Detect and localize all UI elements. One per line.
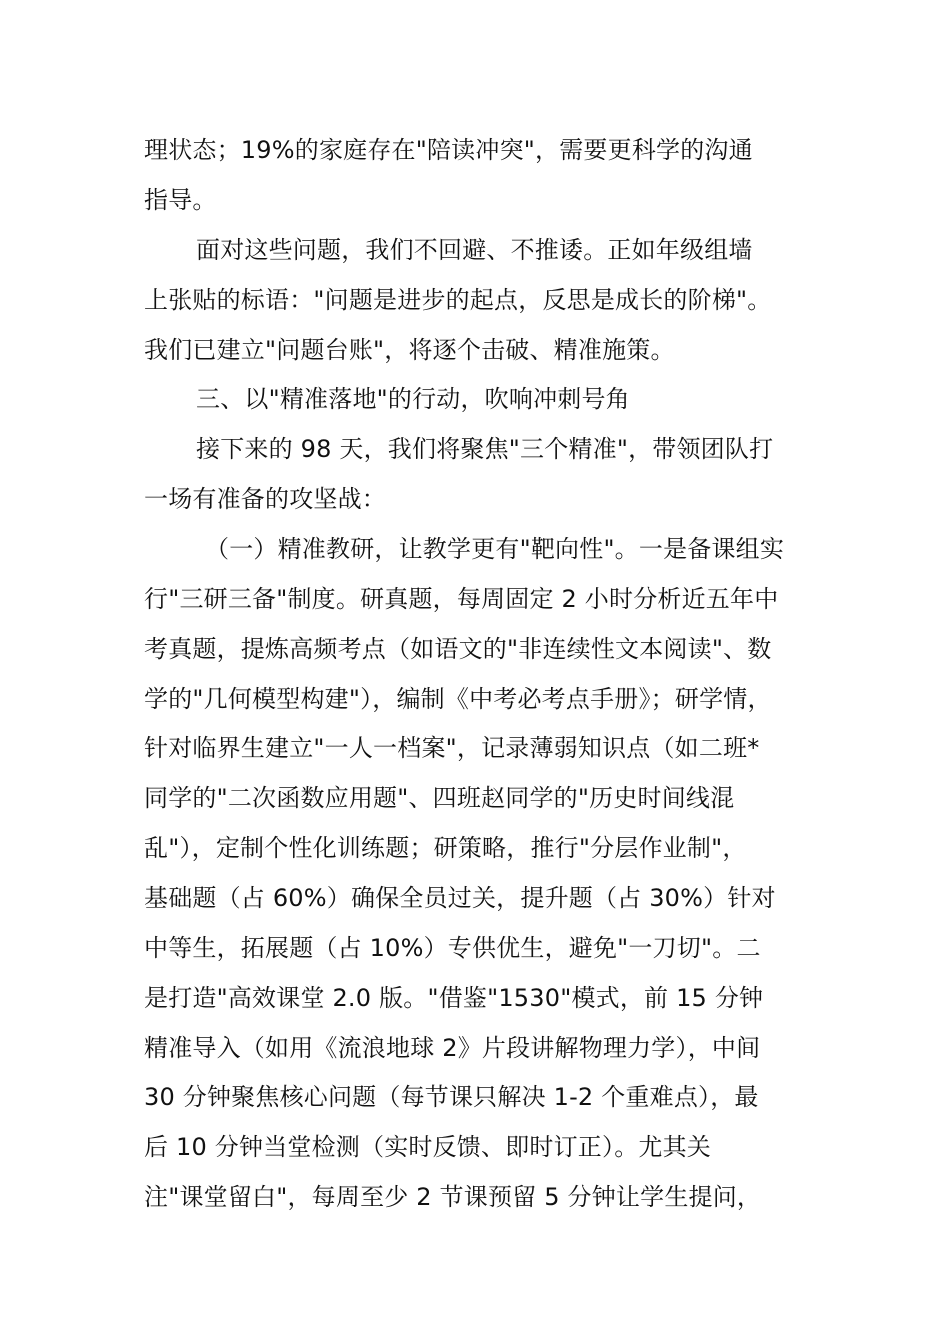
paragraph-line: 中等生，拓展题（占 10%）专供优生，避免"一刀切"。二: [144, 934, 761, 962]
paragraph-line: 面对这些问题，我们不回避、不推诿。正如年级组墙: [196, 236, 753, 264]
paragraph-line: 指导。: [144, 186, 217, 214]
paragraph-line: 行"三研三备"制度。研真题，每周固定 2 小时分析近五年中: [144, 585, 779, 613]
paragraph-line: 一场有准备的攻坚战：: [144, 485, 386, 513]
paragraph-line: 上张贴的标语："问题是进步的起点，反思是成长的阶梯"。: [144, 286, 772, 314]
paragraph-line: 乱"），定制个性化训练题；研策略，推行"分层作业制"，: [144, 834, 747, 862]
paragraph-line: 理状态；19%的家庭存在"陪读冲突"，需要更科学的沟通: [144, 136, 753, 164]
section-heading: 三、以"精准落地"的行动，吹响冲刺号角: [196, 385, 630, 413]
paragraph-line: 考真题，提炼高频考点（如语文的"非连续性文本阅读"、数: [144, 635, 772, 663]
paragraph-line: 注"课堂留白"，每周至少 2 节课预留 5 分钟让学生提问，: [144, 1183, 762, 1211]
paragraph-line: 针对临界生建立"一人一档案"，记录薄弱知识点（如二班*: [144, 734, 760, 762]
paragraph-line: （一）精准教研，让教学更有"靶向性"。一是备课组实: [205, 535, 785, 563]
paragraph-line: 后 10 分钟当堂检测（实时反馈、即时订正）。尤其关: [144, 1133, 711, 1161]
paragraph-line: 同学的"二次函数应用题"、四班赵同学的"历史时间线混: [144, 784, 735, 812]
paragraph-line: 是打造"高效课堂 2.0 版。"借鉴"1530"模式，前 15 分钟: [144, 984, 764, 1012]
paragraph-line: 我们已建立"问题台账"，将逐个击破、精准施策。: [144, 336, 675, 364]
paragraph-line: 30 分钟聚焦核心问题（每节课只解决 1-2 个重难点），最: [144, 1083, 759, 1111]
paragraph-line: 基础题（占 60%）确保全员过关，提升题（占 30%）针对: [144, 884, 776, 912]
paragraph-line: 接下来的 98 天，我们将聚焦"三个精准"，带领团队打: [196, 435, 774, 463]
paragraph-line: 学的"几何模型构建"），编制《中考必考点手册》；研学情，: [144, 685, 772, 713]
paragraph-line: 精准导入（如用《流浪地球 2》片段讲解物理力学），中间: [144, 1034, 761, 1062]
